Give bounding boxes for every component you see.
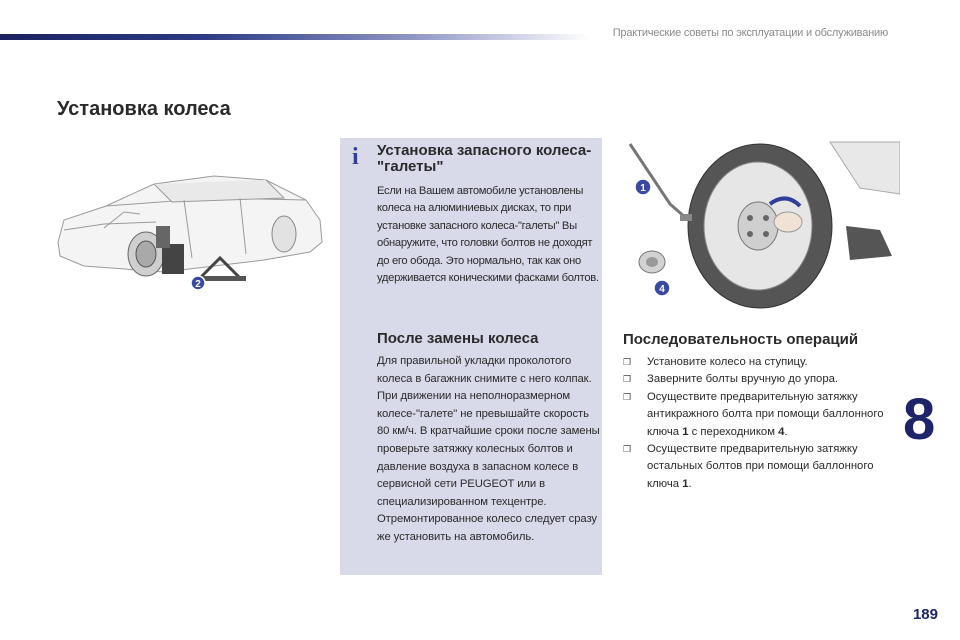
- callout-2: 2: [195, 279, 201, 290]
- page-number: 189: [912, 606, 938, 623]
- header-bar: [0, 34, 590, 40]
- chapter-number: 8: [903, 387, 936, 452]
- callout-4: 4: [659, 284, 665, 295]
- checkbox-bullet-icon: ❒: [623, 357, 632, 367]
- steps-title: Последовательность операций: [623, 331, 859, 348]
- spare-wheel-title: Установка запасного колеса-"галеты": [377, 142, 592, 175]
- callout-1: 1: [640, 183, 646, 194]
- info-icon: i: [352, 144, 359, 170]
- list-item: ❒ Установите колесо на ступицу.: [623, 354, 893, 371]
- wheel-mounting-illustration: [610, 134, 900, 324]
- after-change-title: После замены колеса: [377, 330, 539, 347]
- car-jack-illustration: [44, 150, 334, 300]
- list-item: ❒ Осуществите предварительную затяжку остальных болтов при помощи баллонного ключа 1.: [623, 443, 874, 490]
- checkbox-bullet-icon: ❒: [623, 391, 632, 402]
- spare-wheel-text: Если на Вашем автомобиле установлены колеса на алюминиевых дисках, то при установке запасного колеса-"галеты" Вы обнаружите, что головки болтов не доходят до его обода. Это нормально, так как оно удерживается коническими фасками болтов.: [377, 185, 599, 285]
- list-item: ❒ Осуществите предварительную затяжку антикражного болта при помощи баллонного ключа 1 с переходником 4.: [623, 390, 884, 438]
- section-title: Практические советы по эксплуатации и обслуживанию: [612, 27, 888, 39]
- checkbox-bullet-icon: ❒: [623, 444, 632, 455]
- info-panel: [340, 138, 602, 575]
- after-change-text: Для правильной укладки проколотого колеса в багажник снимите с него колпак. При движении на неполноразмерном колесе-"галете" не превышайте скорость 80 км/ч. В кратчайшие сроки после замены проверьте затяжку колесных болтов и давление воздуха в запасном колесе в сервисной сети PEUGEOT или в специализированном техцентре. Отремонтированное колесо следует сразу же установить на автомобиль.: [377, 355, 600, 543]
- list-item: ❒ Заверните болты вручную до упора.: [623, 371, 893, 388]
- page-title: Установка колеса: [57, 98, 231, 120]
- checkbox-bullet-icon: ❒: [623, 374, 632, 385]
- steps-list: [623, 354, 893, 493]
